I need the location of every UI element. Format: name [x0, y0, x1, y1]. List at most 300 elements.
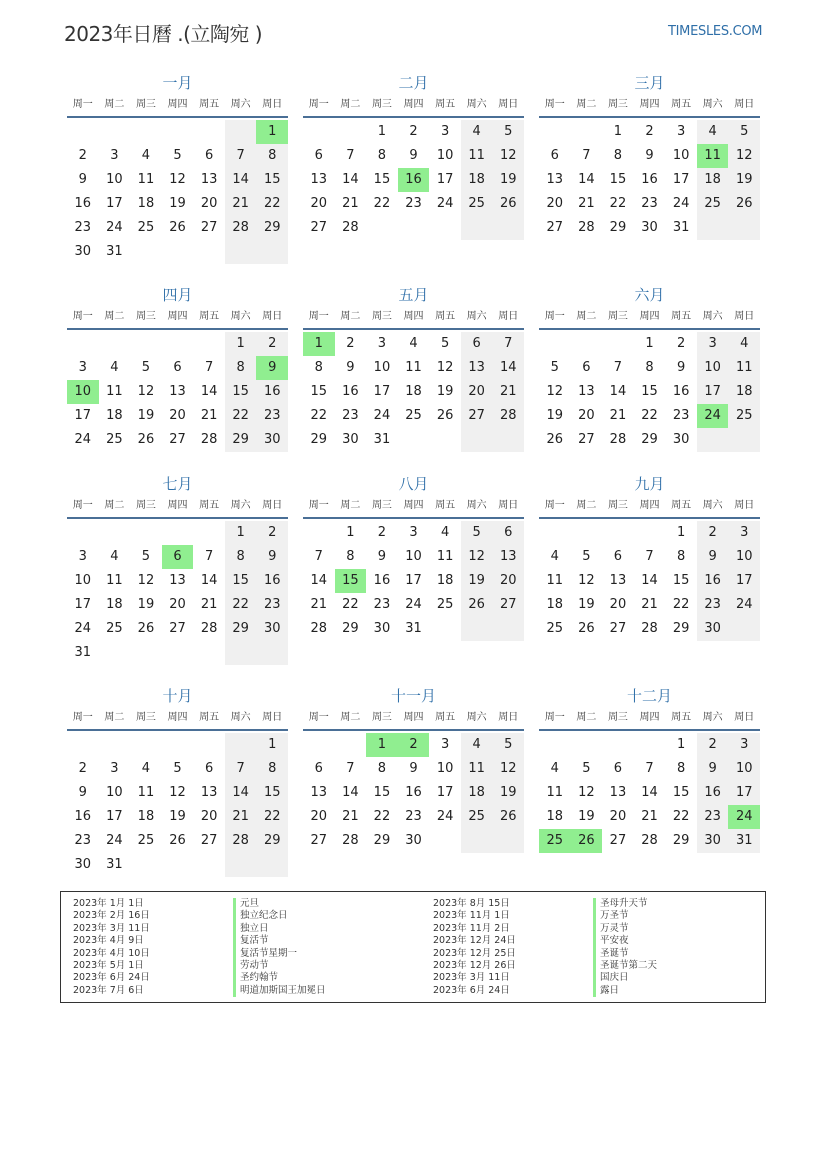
day-cell[interactable]: 1 — [377, 124, 387, 139]
day-cell[interactable]: 26 — [492, 192, 524, 216]
day-cell[interactable]: 3 — [440, 737, 450, 752]
day-cell[interactable]: 20 — [169, 408, 186, 423]
day-cell[interactable]: 14 — [225, 781, 257, 805]
day-cell[interactable]: 15 — [672, 785, 690, 800]
day-cell[interactable]: 19 — [492, 781, 524, 805]
day-cell[interactable]: 6 — [492, 521, 524, 545]
day-cell[interactable]: 22 — [310, 408, 328, 423]
day-cell[interactable]: 4 — [728, 332, 760, 356]
holiday-day-cell[interactable]: 1 — [256, 120, 288, 144]
day-cell[interactable]: 15 — [256, 168, 288, 192]
day-cell[interactable]: 18 — [106, 408, 123, 423]
day-cell[interactable]: 7 — [225, 144, 257, 168]
day-cell[interactable]: 15 — [225, 380, 257, 404]
day-cell[interactable]: 7 — [582, 148, 591, 163]
day-cell[interactable]: 29 — [609, 220, 627, 235]
day-cell[interactable]: 19 — [169, 809, 186, 824]
day-cell[interactable]: 19 — [436, 384, 454, 399]
day-cell[interactable]: 25 — [461, 805, 493, 829]
day-cell[interactable]: 23 — [672, 408, 690, 423]
day-cell[interactable]: 14 — [310, 573, 328, 588]
day-cell[interactable]: 11 — [106, 573, 123, 588]
day-cell[interactable]: 29 — [672, 833, 690, 848]
day-cell[interactable]: 29 — [310, 432, 328, 447]
day-cell[interactable]: 2 — [697, 733, 729, 757]
day-cell[interactable]: 10 — [436, 761, 454, 776]
day-cell[interactable]: 16 — [672, 384, 690, 399]
day-cell[interactable]: 22 — [373, 196, 391, 211]
day-cell[interactable]: 4 — [461, 120, 493, 144]
day-cell[interactable]: 31 — [672, 220, 690, 235]
day-cell[interactable]: 18 — [546, 809, 564, 824]
day-cell[interactable]: 5 — [582, 549, 591, 564]
day-cell[interactable]: 10 — [106, 785, 123, 800]
day-cell[interactable]: 29 — [256, 829, 288, 853]
day-cell[interactable]: 25 — [106, 621, 123, 636]
day-cell[interactable]: 9 — [256, 545, 288, 569]
day-cell[interactable]: 8 — [346, 549, 355, 564]
day-cell[interactable]: 11 — [106, 384, 123, 399]
day-cell[interactable]: 3 — [78, 549, 87, 564]
day-cell[interactable]: 28 — [200, 621, 218, 636]
day-cell[interactable]: 19 — [461, 569, 493, 593]
day-cell[interactable]: 2 — [409, 124, 418, 139]
day-cell[interactable]: 30 — [672, 432, 690, 447]
day-cell[interactable]: 8 — [314, 360, 323, 375]
day-cell[interactable]: 10 — [74, 573, 92, 588]
day-cell[interactable]: 9 — [346, 360, 355, 375]
day-cell[interactable]: 20 — [578, 408, 595, 423]
day-cell[interactable]: 20 — [169, 597, 186, 612]
day-cell[interactable]: 24 — [436, 809, 454, 824]
day-cell[interactable]: 17 — [728, 569, 760, 593]
day-cell[interactable]: 25 — [697, 192, 729, 216]
day-cell[interactable]: 13 — [546, 172, 564, 187]
day-cell[interactable]: 25 — [728, 404, 760, 428]
day-cell[interactable]: 18 — [728, 380, 760, 404]
day-cell[interactable]: 12 — [137, 384, 155, 399]
day-cell[interactable]: 22 — [256, 805, 288, 829]
day-cell[interactable]: 11 — [728, 356, 760, 380]
day-cell[interactable]: 3 — [728, 521, 760, 545]
day-cell[interactable]: 4 — [550, 549, 559, 564]
day-cell[interactable]: 17 — [405, 573, 422, 588]
day-cell[interactable]: 2 — [377, 525, 387, 540]
day-cell[interactable]: 12 — [492, 144, 524, 168]
day-cell[interactable]: 21 — [641, 809, 658, 824]
day-cell[interactable]: 20 — [310, 196, 328, 211]
day-cell[interactable]: 23 — [697, 805, 729, 829]
day-cell[interactable]: 9 — [78, 172, 87, 187]
day-cell[interactable]: 23 — [74, 833, 92, 848]
day-cell[interactable]: 7 — [346, 761, 355, 776]
day-cell[interactable]: 17 — [106, 809, 123, 824]
day-cell[interactable]: 6 — [173, 360, 182, 375]
day-cell[interactable]: 8 — [225, 545, 257, 569]
day-cell[interactable]: 31 — [74, 645, 92, 660]
day-cell[interactable]: 18 — [697, 168, 729, 192]
day-cell[interactable]: 15 — [310, 384, 328, 399]
day-cell[interactable]: 3 — [409, 525, 418, 540]
day-cell[interactable]: 27 — [310, 833, 328, 848]
day-cell[interactable]: 15 — [672, 573, 690, 588]
day-cell[interactable]: 28 — [492, 404, 524, 428]
day-cell[interactable]: 28 — [200, 432, 218, 447]
day-cell[interactable]: 28 — [641, 621, 658, 636]
day-cell[interactable]: 7 — [613, 360, 623, 375]
day-cell[interactable]: 22 — [342, 597, 359, 612]
day-cell[interactable]: 7 — [346, 148, 355, 163]
holiday-day-cell[interactable]: 16 — [398, 168, 430, 192]
day-cell[interactable]: 17 — [436, 785, 454, 800]
day-cell[interactable]: 12 — [578, 785, 595, 800]
day-cell[interactable]: 4 — [110, 549, 119, 564]
day-cell[interactable]: 15 — [256, 781, 288, 805]
day-cell[interactable]: 30 — [342, 432, 359, 447]
day-cell[interactable]: 2 — [697, 521, 729, 545]
day-cell[interactable]: 3 — [676, 124, 686, 139]
day-cell[interactable]: 27 — [310, 220, 328, 235]
day-cell[interactable]: 13 — [609, 573, 627, 588]
day-cell[interactable]: 2 — [78, 761, 87, 776]
day-cell[interactable]: 28 — [310, 621, 328, 636]
day-cell[interactable]: 29 — [256, 216, 288, 240]
day-cell[interactable]: 15 — [641, 384, 658, 399]
day-cell[interactable]: 3 — [377, 336, 387, 351]
day-cell[interactable]: 17 — [74, 597, 92, 612]
day-cell[interactable]: 5 — [728, 120, 760, 144]
day-cell[interactable]: 5 — [141, 360, 151, 375]
day-cell[interactable]: 17 — [697, 380, 729, 404]
holiday-day-cell[interactable]: 1 — [366, 733, 398, 757]
day-cell[interactable]: 26 — [169, 220, 186, 235]
day-cell[interactable]: 21 — [342, 196, 359, 211]
day-cell[interactable]: 21 — [200, 597, 218, 612]
day-cell[interactable]: 24 — [74, 621, 92, 636]
day-cell[interactable]: 31 — [106, 244, 123, 259]
day-cell[interactable]: 23 — [256, 404, 288, 428]
holiday-day-cell[interactable]: 15 — [335, 569, 367, 593]
day-cell[interactable]: 3 — [110, 761, 119, 776]
day-cell[interactable]: 15 — [609, 172, 627, 187]
day-cell[interactable]: 6 — [550, 148, 559, 163]
day-cell[interactable]: 8 — [676, 549, 686, 564]
day-cell[interactable]: 22 — [225, 593, 257, 617]
day-cell[interactable]: 23 — [342, 408, 359, 423]
day-cell[interactable]: 30 — [697, 617, 729, 641]
day-cell[interactable]: 18 — [461, 781, 493, 805]
day-cell[interactable]: 19 — [492, 168, 524, 192]
day-cell[interactable]: 14 — [492, 356, 524, 380]
day-cell[interactable]: 21 — [225, 192, 257, 216]
day-cell[interactable]: 24 — [106, 220, 123, 235]
day-cell[interactable]: 17 — [74, 408, 92, 423]
day-cell[interactable]: 21 — [578, 196, 595, 211]
day-cell[interactable]: 30 — [256, 428, 288, 452]
day-cell[interactable]: 27 — [169, 621, 186, 636]
day-cell[interactable]: 2 — [346, 336, 355, 351]
day-cell[interactable]: 26 — [461, 593, 493, 617]
day-cell[interactable]: 21 — [310, 597, 328, 612]
day-cell[interactable]: 12 — [169, 172, 186, 187]
day-cell[interactable]: 29 — [225, 617, 257, 641]
day-cell[interactable]: 25 — [461, 192, 493, 216]
day-cell[interactable]: 2 — [78, 148, 87, 163]
site-logo-text[interactable]: TIMESLES.COM — [668, 24, 763, 39]
day-cell[interactable]: 3 — [110, 148, 119, 163]
day-cell[interactable]: 4 — [697, 120, 729, 144]
day-cell[interactable]: 4 — [440, 525, 450, 540]
day-cell[interactable]: 1 — [645, 336, 654, 351]
day-cell[interactable]: 1 — [676, 525, 686, 540]
day-cell[interactable]: 8 — [256, 757, 288, 781]
day-cell[interactable]: 11 — [461, 757, 493, 781]
day-cell[interactable]: 25 — [106, 432, 123, 447]
day-cell[interactable]: 20 — [461, 380, 493, 404]
holiday-day-cell[interactable]: 10 — [67, 380, 99, 404]
day-cell[interactable]: 13 — [169, 384, 186, 399]
day-cell[interactable]: 12 — [137, 573, 155, 588]
day-cell[interactable]: 23 — [74, 220, 92, 235]
day-cell[interactable]: 10 — [672, 148, 690, 163]
day-cell[interactable]: 16 — [74, 809, 92, 824]
day-cell[interactable]: 30 — [405, 833, 422, 848]
day-cell[interactable]: 13 — [169, 573, 186, 588]
day-cell[interactable]: 11 — [546, 573, 564, 588]
day-cell[interactable]: 26 — [578, 621, 595, 636]
day-cell[interactable]: 27 — [578, 432, 595, 447]
day-cell[interactable]: 22 — [641, 408, 658, 423]
day-cell[interactable]: 1 — [613, 124, 623, 139]
day-cell[interactable]: 8 — [377, 148, 387, 163]
day-cell[interactable]: 6 — [314, 148, 323, 163]
day-cell[interactable]: 26 — [137, 432, 155, 447]
day-cell[interactable]: 23 — [373, 597, 391, 612]
day-cell[interactable]: 28 — [578, 220, 595, 235]
day-cell[interactable]: 10 — [106, 172, 123, 187]
day-cell[interactable]: 28 — [342, 833, 359, 848]
day-cell[interactable]: 21 — [641, 597, 658, 612]
holiday-day-cell[interactable]: 9 — [256, 356, 288, 380]
day-cell[interactable]: 25 — [405, 408, 422, 423]
day-cell[interactable]: 23 — [641, 196, 658, 211]
day-cell[interactable]: 15 — [373, 172, 391, 187]
day-cell[interactable]: 5 — [173, 148, 182, 163]
day-cell[interactable]: 29 — [225, 428, 257, 452]
day-cell[interactable]: 6 — [613, 761, 623, 776]
day-cell[interactable]: 24 — [728, 593, 760, 617]
day-cell[interactable]: 3 — [78, 360, 87, 375]
day-cell[interactable]: 29 — [373, 833, 391, 848]
day-cell[interactable]: 15 — [373, 785, 391, 800]
day-cell[interactable]: 12 — [492, 757, 524, 781]
day-cell[interactable]: 14 — [200, 384, 218, 399]
day-cell[interactable]: 2 — [256, 332, 288, 356]
day-cell[interactable]: 16 — [373, 573, 391, 588]
day-cell[interactable]: 10 — [373, 360, 391, 375]
day-cell[interactable]: 20 — [310, 809, 328, 824]
day-cell[interactable]: 16 — [342, 384, 359, 399]
day-cell[interactable]: 25 — [137, 220, 155, 235]
day-cell[interactable]: 24 — [436, 196, 454, 211]
day-cell[interactable]: 28 — [609, 432, 627, 447]
day-cell[interactable]: 19 — [546, 408, 564, 423]
day-cell[interactable]: 28 — [641, 833, 658, 848]
day-cell[interactable]: 28 — [342, 220, 359, 235]
day-cell[interactable]: 17 — [436, 172, 454, 187]
day-cell[interactable]: 12 — [169, 785, 186, 800]
day-cell[interactable]: 9 — [645, 148, 654, 163]
day-cell[interactable]: 17 — [373, 384, 391, 399]
holiday-day-cell[interactable]: 6 — [162, 545, 194, 569]
day-cell[interactable]: 22 — [672, 597, 690, 612]
day-cell[interactable]: 20 — [200, 809, 218, 824]
day-cell[interactable]: 16 — [641, 172, 658, 187]
day-cell[interactable]: 6 — [613, 549, 623, 564]
day-cell[interactable]: 8 — [377, 761, 387, 776]
day-cell[interactable]: 24 — [405, 597, 422, 612]
day-cell[interactable]: 29 — [342, 621, 359, 636]
day-cell[interactable]: 15 — [225, 569, 257, 593]
day-cell[interactable]: 4 — [141, 148, 151, 163]
day-cell[interactable]: 14 — [641, 573, 658, 588]
day-cell[interactable]: 4 — [110, 360, 119, 375]
day-cell[interactable]: 1 — [256, 733, 288, 757]
day-cell[interactable]: 31 — [373, 432, 391, 447]
day-cell[interactable]: 16 — [697, 781, 729, 805]
day-cell[interactable]: 5 — [461, 521, 493, 545]
day-cell[interactable]: 23 — [697, 593, 729, 617]
day-cell[interactable]: 19 — [578, 597, 595, 612]
day-cell[interactable]: 21 — [492, 380, 524, 404]
day-cell[interactable]: 16 — [697, 569, 729, 593]
day-cell[interactable]: 29 — [641, 432, 658, 447]
day-cell[interactable]: 17 — [106, 196, 123, 211]
day-cell[interactable]: 13 — [609, 785, 627, 800]
day-cell[interactable]: 1 — [346, 525, 355, 540]
holiday-day-cell[interactable]: 11 — [697, 144, 729, 168]
holiday-day-cell[interactable]: 1 — [303, 332, 335, 356]
day-cell[interactable]: 8 — [613, 148, 623, 163]
day-cell[interactable]: 27 — [461, 404, 493, 428]
day-cell[interactable]: 14 — [641, 785, 658, 800]
day-cell[interactable]: 30 — [373, 621, 391, 636]
day-cell[interactable]: 7 — [645, 761, 654, 776]
day-cell[interactable]: 30 — [74, 857, 92, 872]
day-cell[interactable]: 10 — [436, 148, 454, 163]
day-cell[interactable]: 14 — [609, 384, 627, 399]
day-cell[interactable]: 1 — [225, 521, 257, 545]
day-cell[interactable]: 11 — [137, 172, 155, 187]
day-cell[interactable]: 20 — [546, 196, 564, 211]
day-cell[interactable]: 5 — [582, 761, 591, 776]
day-cell[interactable]: 7 — [204, 360, 214, 375]
day-cell[interactable]: 22 — [609, 196, 627, 211]
day-cell[interactable]: 11 — [461, 144, 493, 168]
day-cell[interactable]: 5 — [440, 336, 450, 351]
day-cell[interactable]: 10 — [728, 545, 760, 569]
day-cell[interactable]: 12 — [728, 144, 760, 168]
day-cell[interactable]: 20 — [492, 569, 524, 593]
day-cell[interactable]: 26 — [169, 833, 186, 848]
day-cell[interactable]: 22 — [373, 809, 391, 824]
day-cell[interactable]: 27 — [609, 833, 627, 848]
day-cell[interactable]: 14 — [200, 573, 218, 588]
day-cell[interactable]: 14 — [225, 168, 257, 192]
day-cell[interactable]: 2 — [256, 521, 288, 545]
day-cell[interactable]: 5 — [492, 120, 524, 144]
day-cell[interactable]: 26 — [436, 408, 454, 423]
day-cell[interactable]: 3 — [697, 332, 729, 356]
day-cell[interactable]: 18 — [546, 597, 564, 612]
day-cell[interactable]: 21 — [200, 408, 218, 423]
day-cell[interactable]: 31 — [728, 829, 760, 853]
day-cell[interactable]: 23 — [405, 809, 422, 824]
day-cell[interactable]: 18 — [137, 809, 155, 824]
day-cell[interactable]: 9 — [377, 549, 387, 564]
day-cell[interactable]: 7 — [314, 549, 323, 564]
day-cell[interactable]: 9 — [676, 360, 686, 375]
day-cell[interactable]: 19 — [137, 408, 155, 423]
day-cell[interactable]: 25 — [546, 621, 564, 636]
day-cell[interactable]: 27 — [492, 593, 524, 617]
day-cell[interactable]: 11 — [436, 549, 454, 564]
day-cell[interactable]: 5 — [141, 549, 151, 564]
day-cell[interactable]: 9 — [697, 757, 729, 781]
day-cell[interactable]: 6 — [582, 360, 591, 375]
holiday-day-cell[interactable]: 24 — [697, 404, 729, 428]
holiday-day-cell[interactable]: 2 — [398, 733, 430, 757]
day-cell[interactable]: 13 — [461, 356, 493, 380]
day-cell[interactable]: 17 — [728, 781, 760, 805]
day-cell[interactable]: 7 — [645, 549, 654, 564]
day-cell[interactable]: 12 — [578, 573, 595, 588]
day-cell[interactable]: 22 — [225, 404, 257, 428]
day-cell[interactable]: 3 — [440, 124, 450, 139]
day-cell[interactable]: 27 — [609, 621, 627, 636]
day-cell[interactable]: 4 — [461, 733, 493, 757]
day-cell[interactable]: 14 — [342, 172, 359, 187]
day-cell[interactable]: 10 — [728, 757, 760, 781]
day-cell[interactable]: 5 — [492, 733, 524, 757]
day-cell[interactable]: 26 — [137, 621, 155, 636]
day-cell[interactable]: 12 — [436, 360, 454, 375]
day-cell[interactable]: 8 — [645, 360, 654, 375]
day-cell[interactable]: 18 — [436, 573, 454, 588]
day-cell[interactable]: 12 — [461, 545, 493, 569]
day-cell[interactable]: 20 — [609, 597, 627, 612]
day-cell[interactable]: 6 — [204, 761, 214, 776]
day-cell[interactable]: 13 — [492, 545, 524, 569]
day-cell[interactable]: 9 — [697, 545, 729, 569]
day-cell[interactable]: 5 — [173, 761, 182, 776]
day-cell[interactable]: 26 — [492, 805, 524, 829]
day-cell[interactable]: 6 — [461, 332, 493, 356]
day-cell[interactable]: 13 — [200, 172, 218, 187]
day-cell[interactable]: 25 — [436, 597, 454, 612]
day-cell[interactable]: 26 — [546, 432, 564, 447]
day-cell[interactable]: 13 — [310, 785, 328, 800]
day-cell[interactable]: 28 — [225, 829, 257, 853]
day-cell[interactable]: 2 — [645, 124, 654, 139]
day-cell[interactable]: 10 — [697, 356, 729, 380]
day-cell[interactable]: 16 — [74, 196, 92, 211]
day-cell[interactable]: 7 — [492, 332, 524, 356]
day-cell[interactable]: 9 — [78, 785, 87, 800]
day-cell[interactable]: 18 — [461, 168, 493, 192]
day-cell[interactable]: 19 — [578, 809, 595, 824]
day-cell[interactable]: 8 — [225, 356, 257, 380]
